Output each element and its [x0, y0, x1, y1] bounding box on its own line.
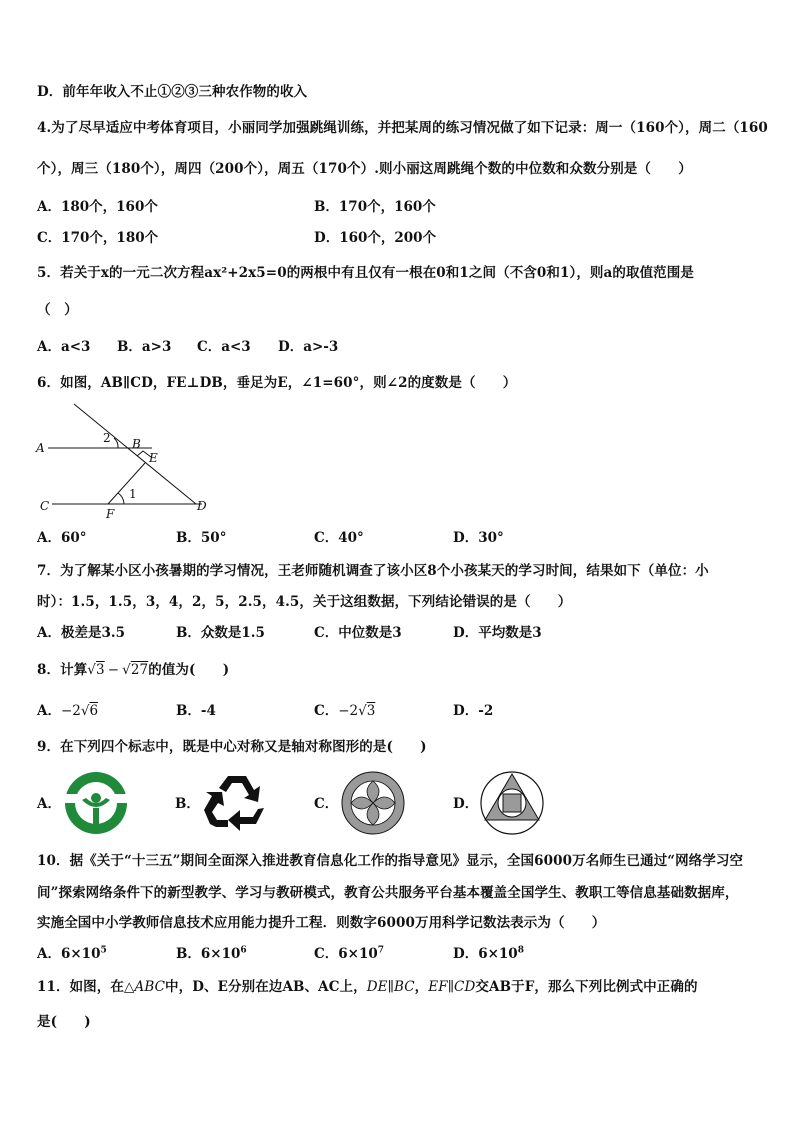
q4-option-b: B．170个，160个 [314, 199, 436, 215]
label-f: F [106, 507, 115, 521]
label-e: E [149, 451, 158, 465]
q10-stem-line3: 实施全国中小学教师信息技术应用能力提升工程．则数字6000万用科学记数法表示为（ ） [37, 915, 606, 931]
q5-option-c: C．a<3 [197, 339, 251, 355]
q10-option-b: B．$6\times 10^6$ [176, 945, 247, 962]
q4-option-a: A．180个，160个 [37, 199, 158, 215]
label-c: C [40, 499, 50, 513]
q6-option-d: D．30° [453, 530, 504, 546]
q6-option-b: B．50° [176, 530, 227, 546]
four-petal-circle-logo-icon [340, 770, 406, 836]
q7-stem-line2: 时）：1.5，1.5，3，4，2，5，2.5，4.5，关于这组数据，下列结论错误的是（ ） [37, 594, 572, 610]
q8-stem: 8．计算√3 − √27的值为( ) [37, 662, 230, 678]
label-angle2: 2 [103, 431, 111, 445]
q9-label-a: A． [37, 796, 61, 812]
angle1-arc [118, 493, 124, 504]
q7-option-d: D．平均数是3 [453, 625, 542, 641]
q10-stem-line2: 间”探索网络条件下的新型教学、学习与教研模式，教育公共服务平台基本覆盖全国学生、教职工等信息基础数据库， [37, 885, 739, 901]
q9-stem: 9．在下列四个标志中，既是中心对称又是轴对称图形的是( ) [37, 739, 427, 755]
q8-option-b: B．-4 [176, 703, 216, 719]
q4-stem-line2: 个），周三（180个），周四（200个），周五（170个）.则小丽这周跳绳个数的中位数和众数分别是（ ） [37, 161, 692, 177]
triangle-square-circle-logo-icon [479, 770, 545, 836]
q8-option-d: D．-2 [453, 703, 494, 719]
line-fe [108, 463, 145, 504]
q4-option-d: D．160个，200个 [314, 230, 437, 246]
q10-option-a: A．$6\times 10^5$ [37, 945, 107, 962]
q7-option-b: B．众数是1.5 [176, 625, 265, 641]
q8-suffix: 的值为( ) [148, 662, 230, 678]
q4-option-c: C．170个，180个 [37, 230, 159, 246]
q10-option-c: C．$6\times 10^7$ [314, 945, 385, 962]
q5-stem-line2: （ ） [37, 302, 78, 318]
q5-option-b: B．a>3 [117, 339, 172, 355]
q7-option-c: C．中位数是3 [314, 625, 402, 641]
q7-stem-line1: 7．为了解某小区小孩暑期的学习情况，王老师随机调查了该小区8个小孩某天的学习时间，结果如下（单位：小 [37, 563, 709, 579]
green-food-logo-icon [62, 770, 130, 836]
q4-stem-line1: 4.为了尽早适应中考体育项目，小丽同学加强跳绳训练，并把某周的练习情况做了如下记录：周一（160个），周二（160 [37, 120, 768, 136]
q6-option-a: A．60° [37, 530, 87, 546]
q5-option-a: A．a<3 [37, 339, 91, 355]
q7-option-a: A．极差是3.5 [37, 625, 125, 641]
q9-label-c: C． [314, 796, 339, 812]
q6-stem: 6．如图，AB∥CD，FE⊥DB，垂足为E，∠1=60°，则∠2的度数是（ ） [37, 375, 517, 391]
q5-option-d: D．a>-3 [278, 339, 339, 355]
label-b: B [132, 437, 141, 451]
q10-option-d: D．$6\times 10^8$ [453, 945, 524, 962]
q8-radicand-2: 27 [130, 662, 149, 678]
q10-stem-line1: 10．据《关于“十三五”期间全面深入推进教育信息化工作的指导意见》显示，全国6000万名师生已通过“网络学习空 [37, 853, 744, 869]
q6-geometry-figure [34, 400, 214, 522]
q9-label-b: B． [175, 796, 200, 812]
q8-prefix: 8．计算 [37, 662, 88, 678]
q8-option-a: A．−2√6 [37, 703, 99, 719]
recycle-logo-icon [202, 770, 272, 834]
q3-option-d: D．前年年收入不止①②③三种农作物的收入 [37, 84, 308, 100]
q8-option-c: C．−2√3 [314, 703, 376, 719]
q8-radicand-1: 3 [96, 662, 105, 678]
label-d: D [197, 499, 207, 513]
q6-option-c: C．40° [314, 530, 364, 546]
q9-label-d: D． [453, 796, 479, 812]
q11-stem-line2: 是( ) [37, 1014, 91, 1030]
q8-minus: − [107, 662, 120, 678]
q5-stem-line1: 5．若关于x的一元二次方程ax²+2x5=0的两根中有且仅有一根在0和1之间（不含0和1），则a的取值范围是 [37, 265, 694, 281]
label-a: A [36, 441, 45, 455]
label-angle1: 1 [129, 487, 137, 501]
q11-stem-line1: 11．如图，在△ABC中，D、E分别在边AB、AC上，DE∥BC，EF∥CD交AB于F，那么下列比例式中正确的 [37, 979, 698, 995]
